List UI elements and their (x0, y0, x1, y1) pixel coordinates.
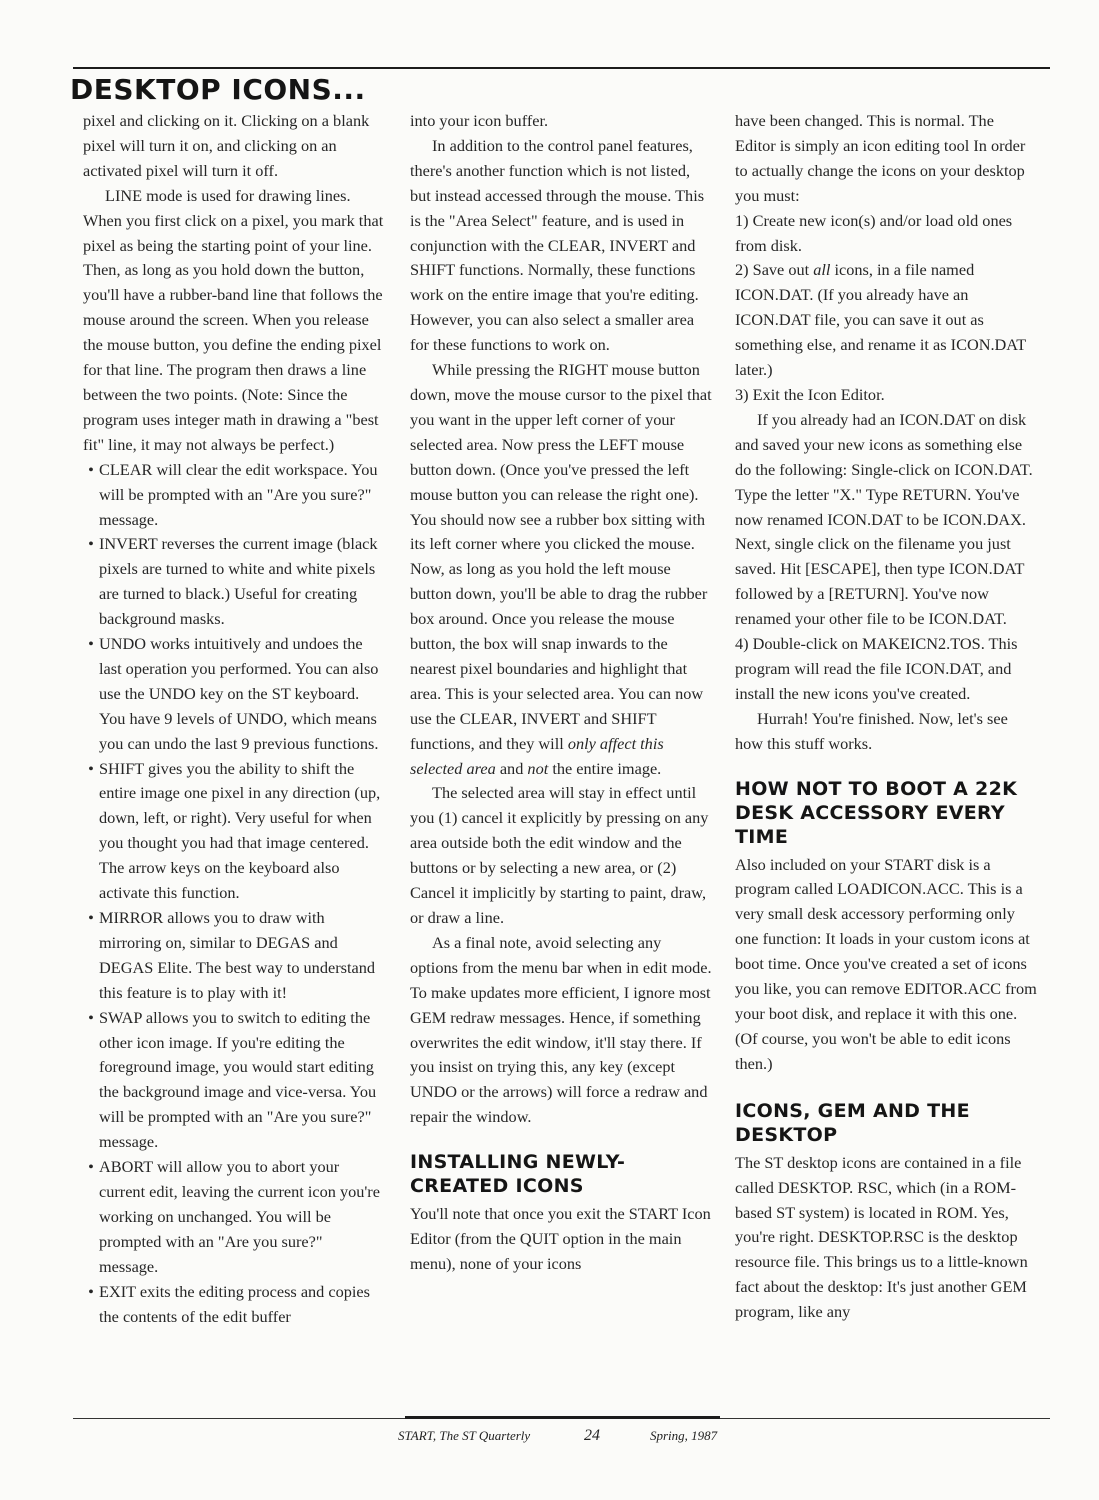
bullet-swap: • SWAP allows you to switch to editing the other icon image. If you're editing the foreground image, you would start editing the background image and vice-versa. You will be prompted with an "Are you sure?" message. (83, 1006, 385, 1155)
page-number: 24 (584, 1427, 600, 1444)
text-run: the entire image. (552, 758, 662, 778)
bullet-clear: • CLEAR will clear the edit workspace. You will be prompted with an "Are you sure?" message. (83, 458, 385, 533)
paragraph-rename: If you already had an ICON.DAT on disk and saved your new icons as something else do the following: Single-click on ICON.DAT. Type the letter "X." Type RETURN. You've now renamed ICON.DAT to be ICON.DAX. Next, single click on the filename you just saved. Hit [ESCAPE], then type ICON.DAT followed by a [RETURN]. You've now renamed your other file to be ICON.DAT. (735, 409, 1033, 629)
paragraph-selected-area: The selected area will stay in effect until you (1) cancel it explicitly by pressing on any area outside both the edit window and the buttons or by selecting a new area, or (2) Cancel it implicitly by starting to paint, draw, or draw a line. (410, 783, 709, 927)
text-run: icons, in a file named ICON.DAT. (If you already have an ICON.DAT file, you can save it out as something else, and rename it as ICON.DAT later.) (735, 260, 1026, 380)
text-run: 2) Save out (735, 260, 810, 280)
text-run: While pressing the RIGHT mouse button down, move the mouse cursor to the pixel that you want in the upper left corner of your selected area. Now press the LEFT mouse button down. (Once you've pressed the left mouse button you can release the right one). You should now see a rubber box sitting with its left corner where you clicked the mouse. Now, as long as you hold the left mouse button down, you'll be able to drag the rubber box around. Once you release the mouse button, the box will snap inwards to the nearest pixel boundaries and highlight that area. This is your selected area. You can now use the CLEAR, INVERT and SHIFT functions, and they will (410, 360, 712, 753)
paragraph-installing: You'll note that once you exit the START Icon Editor (from the QUIT option in the main menu), none of your icons (410, 1204, 711, 1273)
paragraph-loadicon: Also included on your START disk is a program called LOADICON.ACC. This is a very small desk accessory performing only one function: It loads in your custom icons at boot time. Once you've created a set of icons you like, you can remove EDITOR.ACC from your boot disk, and replace it with this one. (Of course, you won't be able to edit icons then.) (735, 854, 1037, 1073)
paragraph-desktop-rsc: The ST desktop icons are contained in a file called DESKTOP. RSC, which (in a ROM-based ST system) is located in ROM. Yes, you're right. DESKTOP.RSC is the desktop resource file. This brings us to a little-known fact about the desktop: It's just another GEM program, like any (735, 1152, 1028, 1322)
emphasis-text: not (527, 758, 549, 778)
text-run: and (499, 758, 524, 778)
column-3 (735, 109, 1038, 1325)
bullet-shift: • SHIFT gives you the ability to shift the entire image one pixel in any direction (up, down, left, or right). Very useful for when you thought you had that image centered. The arrow keys on the keyboard also activate this function. (83, 757, 385, 906)
paragraph-continued: into your icon buffer. (410, 111, 549, 130)
section-heading-installing: INSTALLING NEWLY-CREATED ICONS (410, 1151, 626, 1198)
footer-bar (405, 1416, 720, 1419)
section-heading-icons-gem: ICONS, GEM AND THE DESKTOP (735, 1099, 970, 1146)
bullet-undo: • UNDO works intuitively and undoes the last operation you performed. You can also use the UNDO key on the ST keyboard. You have 9 levels of UNDO, which means you can undo the last 9 previous functions. (83, 632, 385, 757)
article-heading: DESKTOP ICONS... (70, 73, 366, 106)
step-1: 1) Create new icon(s) and/or load old ones from disk. (735, 210, 1013, 255)
paragraph-continued: pixel and clicking on it. Clicking on a blank pixel will turn it on, and clicking on an activated pixel will turn it off. (83, 111, 370, 180)
footer-issue: Spring, 1987 (650, 1428, 718, 1443)
column-1 (83, 109, 385, 1329)
paragraph-line-mode: LINE mode is used for drawing lines. When you first click on a pixel, you mark that pixel as being the starting point of your line. Then, as long as you hold down the button, you'll have a rubber-band line that follows the mouse around the screen. When you release the mouse button, you define the ending pixel for that line. The program then draws a line between the two points. (Note: Since the program uses integer math in drawing a "best fit" line, it may not always be perfect.) (83, 185, 384, 454)
emphasis-text: all (813, 260, 831, 280)
column-2 (410, 109, 712, 1277)
paragraph-continued: have been changed. This is normal. The Editor is simply an icon editing tool In order to actually change the icons on your desktop you must: (735, 111, 1026, 205)
bullet-abort: • ABORT will allow you to abort your current edit, leaving the current icon you're working on unchanged. You will be prompted with an "Are you sure?" message. (83, 1155, 385, 1280)
emphasis-text: only affect this selected area (410, 733, 664, 778)
paragraph-hurrah: Hurrah! You're finished. Now, let's see how this stuff works. (735, 708, 1008, 753)
bullet-mirror: • MIRROR allows you to draw with mirroring on, similar to DEGAS and DEGAS Elite. The best way to understand this feature is to play with it! (83, 906, 385, 1006)
footer-publication: START, The ST Quarterly (398, 1428, 531, 1443)
paragraph-area-select: In addition to the control panel features, there's another function which is not listed, but instead accessed through the mouse. This is the "Area Select" feature, and is used in conjunction with the CLEAR, INVERT and SHIFT functions. Normally, these functions work on the entire image that you're editing. However, you can also select a smaller area for these functions to work on. (410, 135, 705, 355)
bullet-invert: • INVERT reverses the current image (black pixels are turned to white and white pixels are turned to black.) Useful for creating background masks. (83, 532, 385, 632)
step-3: 3) Exit the Icon Editor. (735, 384, 885, 404)
bullet-exit: • EXIT exits the editing process and copies the contents of the edit buffer (83, 1280, 385, 1330)
section-heading-boot: HOW NOT TO BOOT A 22K DESK ACCESSORY EVERY TIME (735, 777, 1018, 848)
paragraph-right-mouse (410, 358, 712, 781)
step-2 (735, 258, 1038, 383)
step-4: 4) Double-click on MAKEICN2.TOS. This program will read the file ICON.DAT, and install the new icons you've created. (735, 634, 1018, 703)
paragraph-final-note: As a final note, avoid selecting any options from the menu bar when in edit mode. To make updates more efficient, I ignore most GEM redraw messages. Hence, if something overwrites the edit window, it'll stay there. If you insist on trying this, any key (except UNDO or the arrows) will force a redraw and repair the window. (410, 932, 712, 1127)
top-rule (73, 67, 1050, 69)
